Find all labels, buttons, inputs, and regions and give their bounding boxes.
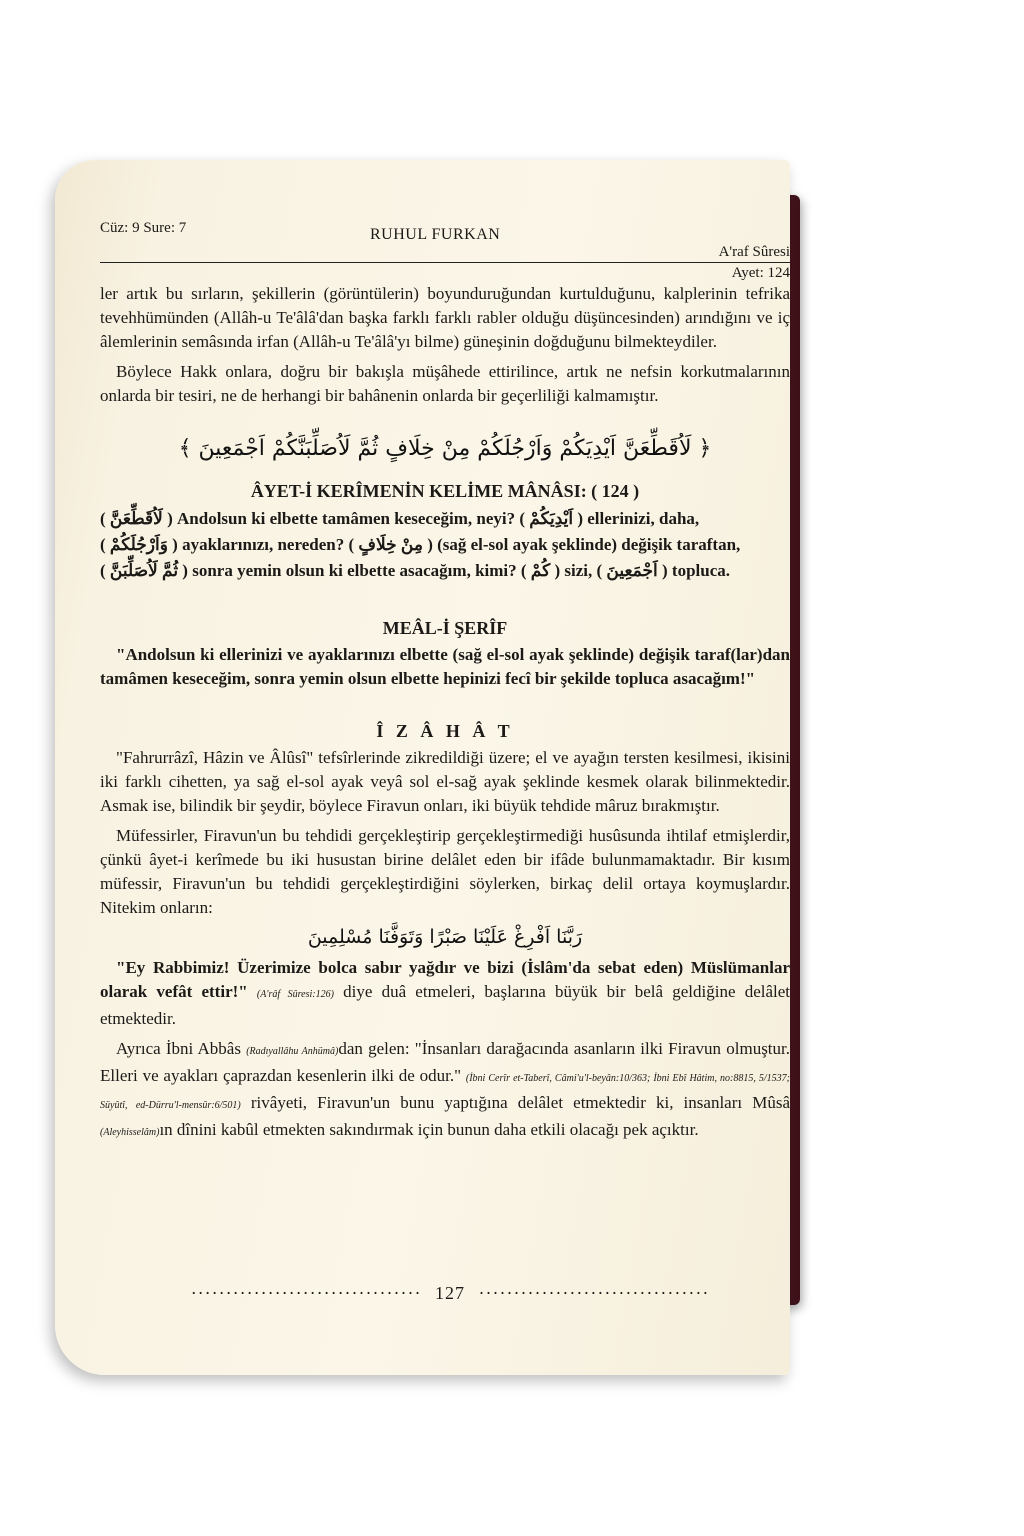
izahat-paragraph-3-rest: diye duâ etmeleri, başlarına büyük bir belâ geldiğine delâlet etmektedir.	[100, 982, 791, 1028]
meal-text: "Andolsun ki ellerinizi ve ayaklarınızı elbette (sağ el-sol ayak şeklinde) değişik taraf(lar)dan tamâmen keseceğim, sonra yemin olsun elbette hepinizi fecî bir şekilde topluca asacağım!"	[100, 645, 790, 688]
ibn-abbas-quote: dan gelen: "İnsanları darağacında asanların ilki Firavun olmuştur. Elleri ve ayakları çaprazdan kesenlerin ilki de odur."	[100, 1039, 790, 1085]
izahat-paragraph-4-cont: rivâyeti, Firavun'un bunu yaptığına delâlet etmektedir ki, insanları Mûsâ	[250, 1093, 790, 1112]
kelime-row-1: ( لَاُقَطِّعَنَّ ) Andolsun ki elbette tamâmen keseceğim, neyi? ( اَيْدِيَكُمْ ) ellerinizi, daha,	[100, 509, 700, 528]
izahat-heading: Î Z Â H Â T	[376, 721, 514, 741]
header-book-title: RUHUL FURKAN	[370, 226, 501, 243]
izahat-paragraph-3	[100, 956, 790, 1031]
izahat-paragraph-4-end: ın dînini kabûl etmekten sakındırmak için bunun daha etkili olacağı pek açıktır.	[159, 1120, 699, 1139]
verse-arabic: ﴿ لَاُقَطِّعَنَّ اَيْدِيَكُمْ وَاَرْجُلَكُمْ مِنْ خِلَافٍ ثُمَّ لَاُصَلِّبَنَّكُمْ اَجْمَعِينَ ﴾	[178, 436, 712, 461]
header-sura-name: A'raf Sûresi	[718, 244, 790, 260]
izahat-paragraph-4	[100, 1037, 790, 1145]
citation-sources: (İbni Cerîr et-Taberî, Câmi'u'l-beyân:10/363; İbni Ebî Hâtim, no:8815, 5/1537; Süyûtî, ed-Dürru'l-mensûr:6/501)	[100, 1073, 790, 1111]
footer-dots-left: ·································	[190, 1283, 422, 1303]
header-ayet-number: Ayet: 124	[731, 265, 790, 281]
citation-araf-126: (A'râf Sûresi:126)	[256, 989, 334, 1000]
citation-radiyallahu: (Radıyallâhu Anhümâ)	[246, 1046, 339, 1057]
ibn-abbas-intro: Ayrıca İbni Abbâs	[116, 1039, 241, 1058]
page-footer	[110, 1283, 790, 1304]
kelime-row-2: ( وَاَرْجُلَكُمْ ) ayaklarınızı, nereden? ( مِنْ خِلَافٍ ) (sağ el-sol ayak şeklinde) değişik taraftan,	[100, 535, 741, 554]
dua-translation: "Ey Rabbimiz! Üzerimize bolca sabır yağdır ve bizi (İslâm'da sebat eden) Müslümanlar olarak vefât ettir!"	[100, 958, 790, 1001]
page-content	[100, 214, 790, 1145]
intro-paragraph-2: Böylece Hakk onlara, doğru bir bakışla müşâhede ettirilince, artık ne nefsin korkutmalarının onlarda bir tesiri, ne de herhangi bir bahânenin onlarda bir geçerliliği kalmamıştır.	[100, 362, 790, 405]
header-juz-sura: Cüz: 9 Sure: 7	[100, 220, 187, 236]
meal-heading: MEÂL-İ ŞERÎF	[382, 618, 508, 638]
running-header	[100, 214, 790, 263]
izahat-paragraph-1: "Fahrurrâzî, Hâzin ve Âlûsî" tefsîrlerinde zikredildiği üzere; el ve ayağın tersten kesilmesi, ikisini iki farklı cihetten, ya sağ el-sol ayak veyâ sol el-sağ ayak şeklinde kesmek olarak bilinmektedir. Asmak ise, bilindik bir şeydir, böylece Firavun onları, iki büyük tehdide mâruz bırakmıştır.	[100, 748, 790, 815]
footer-dots-right: ·································	[478, 1283, 710, 1303]
citation-aleyhisselam: (Aleyhisselâm)	[100, 1127, 160, 1138]
page-number: 127	[435, 1283, 465, 1303]
kelime-row-3: ( ثُمَّ لَاُصَلِّبَنَّ ) sonra yemin olsun ki elbette asacağım, kimi? ( كُمْ ) sizi, ( اَجْمَعِينَ ) topluca.	[100, 561, 730, 580]
izahat-arabic-dua: رَبَّنَا اَفْرِغْ عَلَيْنَا صَبْرًا وَتَوَفَّنَا مُسْلِمِينَ	[307, 926, 583, 948]
kelime-manasi-heading: ÂYET-İ KERÎMENİN KELİME MÂNÂSI: ( 124 )	[250, 481, 640, 501]
izahat-paragraph-2: Müfessirler, Firavun'un bu tehdidi gerçekleştirip gerçekleştirmediği husûsunda ihtilaf etmişlerdir, çünkü âyet-i kerîmede bu iki husustan birine delâlet eden bir ifâde bulunmamaktadır. Bir kısım müfessir, Firavun'un bu tehdidi gerçekleştirdiğini söylerken, birkaç delil ortaya koymuşlardır. Nitekim onların:	[100, 826, 790, 917]
intro-paragraph-1: ler artık bu sırların, şekillerin (görüntülerin) boyunduruğundan kurtulduğunu, kalplerinin tefrika tevehhümünden (Allâh-u Te'âlâ'dan başka farklı farklı rabler olduğu düşüncesinden) arındığını ve iç âlemlerinin semâsında irfan (Allâh-u Te'âlâ'yı bilme) güneşinin doğduğunu bilmekteydiler.	[100, 284, 790, 351]
